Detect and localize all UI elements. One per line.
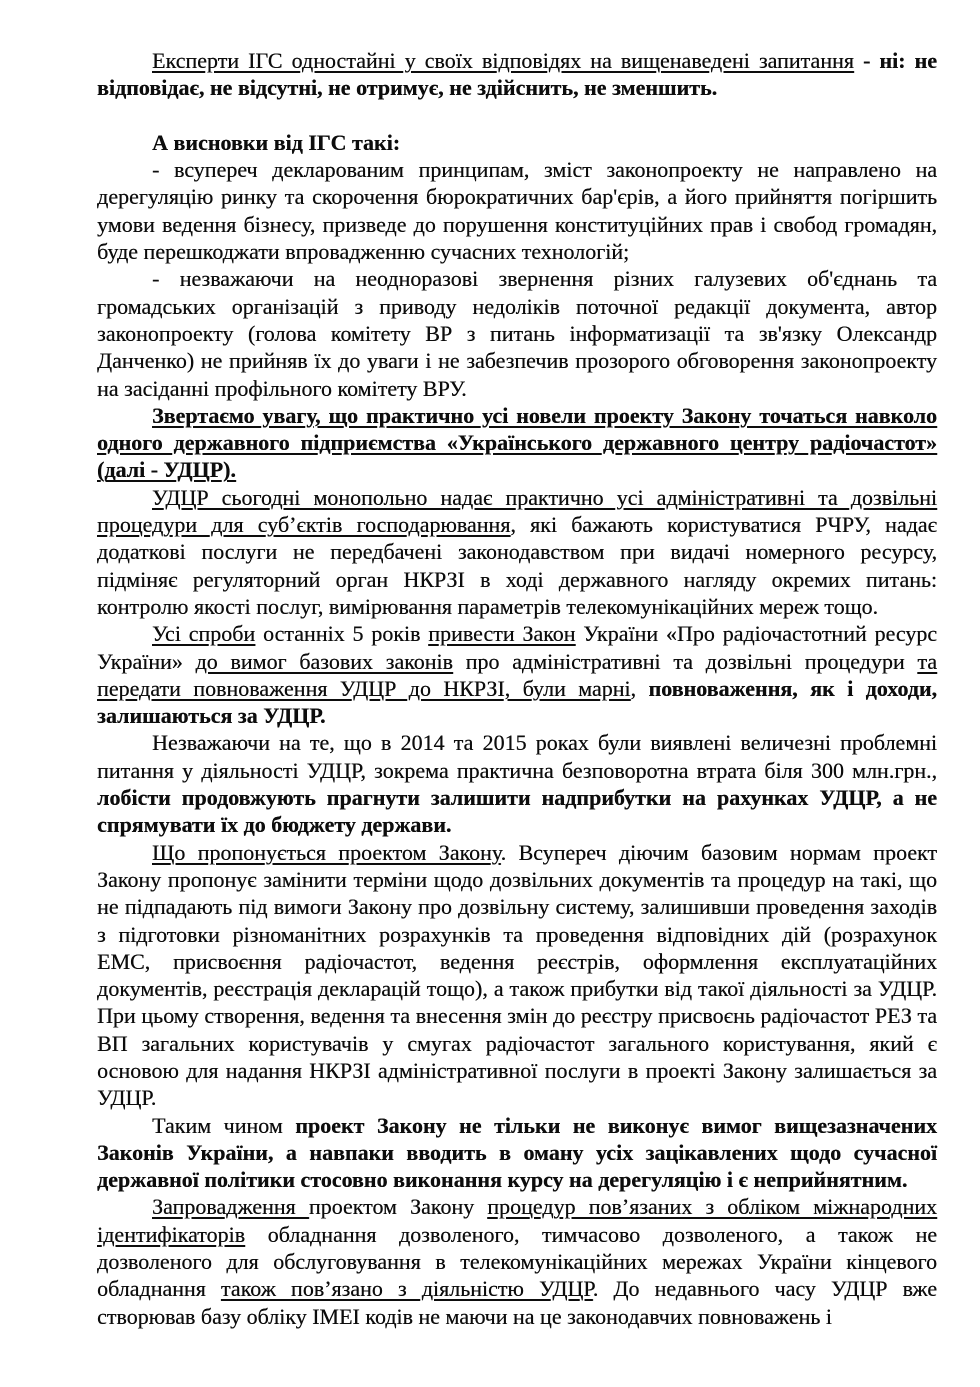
text-run: про адміністративні та дозвільні процедури xyxy=(452,648,918,674)
text-run: - ні: xyxy=(853,48,915,73)
paragraph-conclusion-item-1 xyxy=(97,156,937,265)
text-run: проект Закону не тільки не виконує вимог вищезазначених Законів України, а навпаки вводить в оману усіх зацікавлених щодо сучасної державної політики стосовно виконання курсу на дерегуляцію і є неприйнятним. xyxy=(97,1112,937,1193)
text-run: Що пропонується проектом Закону xyxy=(152,839,501,865)
text-run: до вимог базових законів xyxy=(195,648,453,674)
paragraph-thus-unacceptable xyxy=(97,1112,937,1194)
text-run: не відповідає, не відсутні, не отримує, не здійснить, не зменшить. xyxy=(97,48,937,101)
paragraph-attempts-5-years xyxy=(97,620,937,729)
text-run: також пов’язано з діяльністю УДЦР xyxy=(220,1276,593,1302)
text-run: лобісти продовжують прагнути залишити надприбутки на рахунках УДЦР, а не спрямувати їх до бюджету держави. xyxy=(97,785,937,838)
text-run: та передати повноваження УДЦР до НКРЗІ, були марні xyxy=(97,648,937,701)
text-run: Експерти ІГС одностайні у своїх відповідях на вищенаведені запитання xyxy=(152,48,854,73)
text-run: . До недавнього часу УДЦР вже створював базу обліку IMEI кодів не маючи на це законодавчих повноважень і xyxy=(97,1276,937,1329)
text-run: Таким чином xyxy=(152,1112,296,1138)
paragraph-2014-2015-losses xyxy=(97,729,937,838)
document-body xyxy=(97,47,937,1330)
text-run: Запровадження xyxy=(152,1194,309,1220)
text-run: процедур пов’язаних з обліком міжнародних ідентифікаторів xyxy=(97,1194,937,1247)
text-run: Звертаємо увагу, що практично усі новели проекту Закону точаться навколо одного державного підприємства «Українського державного центру радіочастот» (далі - УДЦР). xyxy=(97,402,937,483)
text-run: України «Про радіочастотний ресурс України» xyxy=(97,621,938,674)
paragraph-attention-udcr xyxy=(97,402,937,484)
text-run: . Всупереч діючим базовим нормам проект Закону пропонує замінити терміни щодо дозвільних документів та процедур на такі, що не підпадають під вимоги Закону про дозвільну систему, залишивши проведення заходів з підготовки різноманітних розрахунків та проведення відповідних дій (розрахунок ЕМС, присвоєння радіочастот, ведення реєстрів, оформлення експлуатаційних документів, реєстрація декларацій тощо), а також прибутки від такої діяльності за УДЦР. При цьому створення, ведення та внесення змін до реєстру присвоєнь радіочастот РЕЗ та ВП загальних користувачів у смугах радіочастот загального користування, який є основою для надання НКРЗІ адміністративної послуги в проекті Закону залишається за УДЦР. xyxy=(97,839,937,1111)
text-run: останніх 5 років xyxy=(255,621,429,647)
text-run: привести Закон xyxy=(428,621,576,647)
text-run: А висновки від ІГС такі: xyxy=(152,129,401,155)
text-run: обладнання дозволеного, тимчасово дозволеного, а також не дозволеного для обслуговування в телекомунікаційних мережах України кінцевого обладнання xyxy=(97,1221,937,1302)
text-run: проектом Закону xyxy=(308,1194,488,1220)
text-run: УДЦР сьогодні монопольно надає практично усі адміністративні та дозвільні процедури для суб’єктів господарювання xyxy=(97,484,937,538)
text-run: , які бажають користуватися РЧРУ, надає додаткові послуги не передбачені законодавством при видачі номерного ресурсу, підміняє регуляторний орган НКРЗІ в ході державного нагляду окремих питань: контролю якості послуг, вимірювання параметрів телекомунікаційних мереж тощо. xyxy=(97,512,937,619)
text-run: - незважаючи на неодноразові звернення різних галузевих об'єднань та громадських організацій з приводу недоліків поточної редакції документа, автор законопроекту (голова комітету ВР з питань інформатизації та зв'язку Олександр Данченко) не прийняв їх до уваги і не забезпечив прозорого обговорення законопроекту на засіданні профільного комітету ВРУ. xyxy=(97,266,937,401)
text-run: , xyxy=(630,675,649,701)
text-run: повноваження, як і доходи, залишаються за УДЦР. xyxy=(97,675,938,729)
paragraph-experts-answer xyxy=(97,47,937,102)
text-run: - всупереч декларованим принципам, зміст законопроекту не направлено на дерегуляцію ринку та скорочення бюрократичних бар'єрів, а його прийняття погіршить умови ведення бізнесу, призведе до порушення конституційних прав і свобод громадян, буде перешкоджати впровадженню сучасних технологій; xyxy=(97,157,937,265)
paragraph-conclusions-heading xyxy=(97,129,937,156)
paragraph-imei-identifiers xyxy=(97,1193,937,1329)
paragraph-udcr-monopoly xyxy=(97,484,937,620)
text-run: Усі спроби xyxy=(152,621,256,647)
paragraph-conclusion-item-2 xyxy=(97,265,937,401)
paragraph-what-law-proposes xyxy=(97,839,937,1112)
text-run: Незважаючи на те, що в 2014 та 2015 роках були виявлені величезні проблемні питання у діяльності УДЦР, зокрема практична безповоротна втрата біля 300 млн.грн., xyxy=(97,730,937,783)
